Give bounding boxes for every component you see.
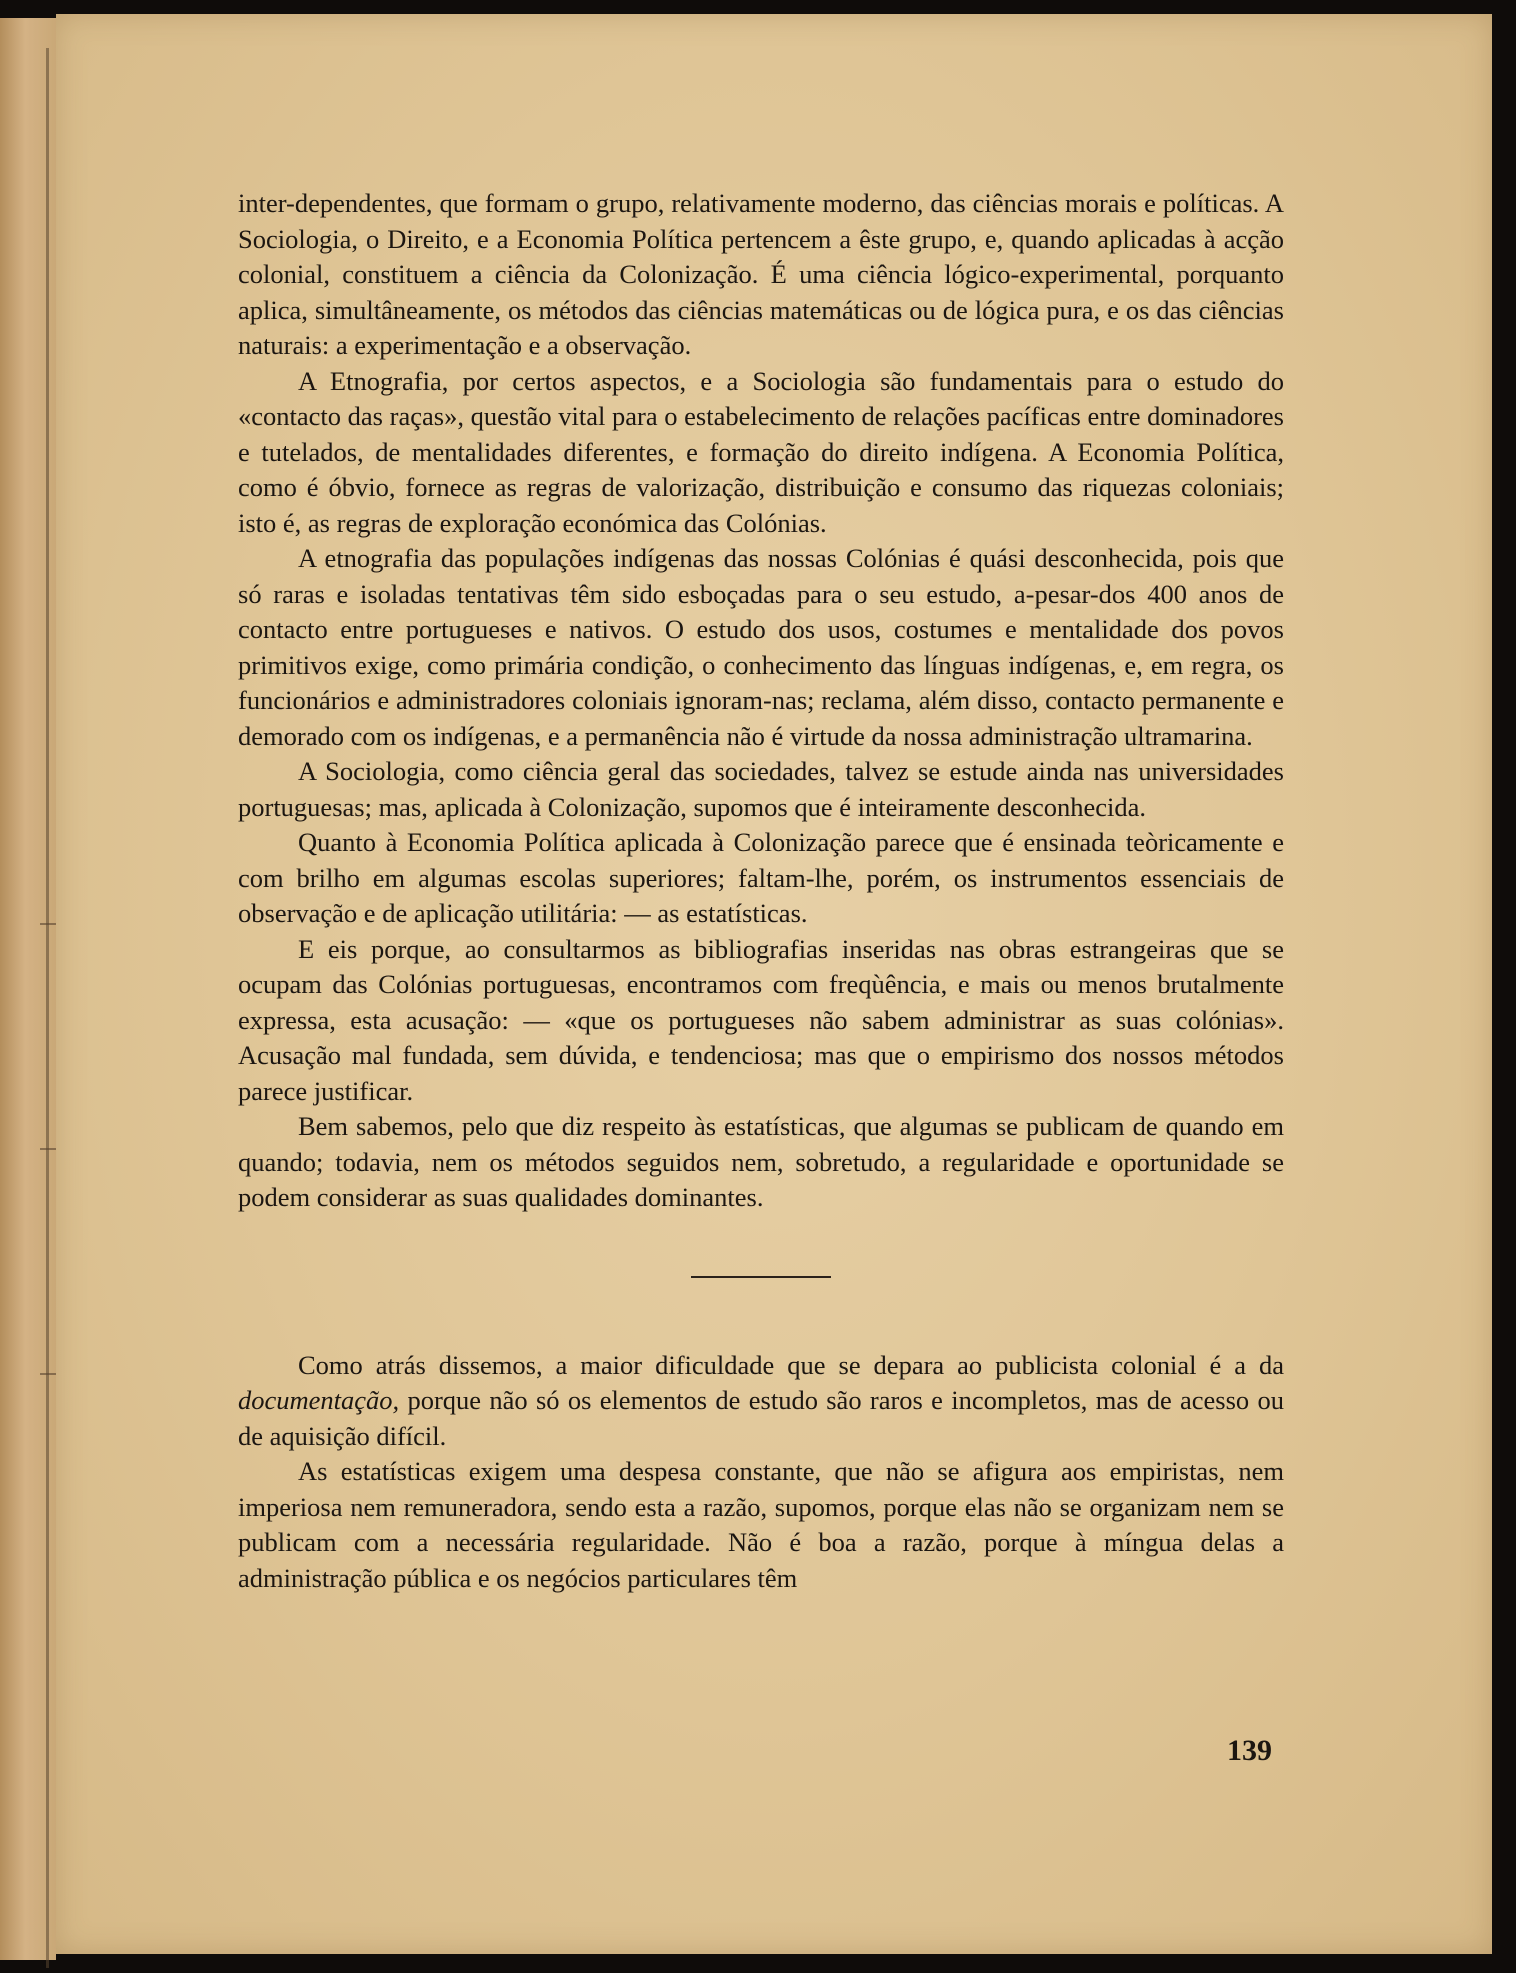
page-body [238,186,1284,1596]
paragraph: Bem sabemos, pelo que diz respeito às estatísticas, que algumas se publicam de quando em quando; todavia, nem os métodos seguidos nem, sobretudo, a regularidade e oportunidade se podem considerar as suas qualidades dominantes. [238,1111,1284,1212]
paragraph: E eis porque, ao consultarmos as bibliografias inseridas nas obras estrangeiras que se ocupam das Colónias portuguesas, encontramos com freqùência, e mais ou menos brutalmente expressa, esta acusação: — «que os portugueses não sabem administrar as suas colónias». Acusação mal fundada, sem dúvida, e tendenciosa; mas que o empirismo dos nossos métodos parece justificar. [238,933,1284,1106]
paragraph [238,1348,1284,1455]
book-spine [0,18,56,1960]
paragraph: A Sociologia, como ciência geral das sociedades, talvez se estude ainda nas universidades portuguesas; mas, aplicada à Colonização, supomos que é inteiramente desconhecida. [238,756,1284,822]
spine-fold [46,48,49,1968]
paragraph: inter-dependentes, que formam o grupo, relativamente moderno, das ciências morais e políticas. A Sociologia, o Direito, e a Economia Política pertencem a êste grupo, e, quando aplicadas à acção colonial, constituem a ciência da Colonização. É uma ciência lógico-experimental, porquanto aplica, simultâneamente, os métodos das ciências matemáticas ou de lógica pura, e os das ciências naturais: a experimentação e a observação. [238,188,1284,360]
paragraph: Quanto à Economia Política aplicada à Colonização parece que é ensinada teòricamente e com brilho em algumas escolas superiores; faltam-lhe, porém, os instrumentos essenciais de observação e de aplicação utilitária: — as estatísticas. [238,827,1284,928]
paragraph: As estatísticas exigem uma despesa constante, que não se afigura aos empiristas, nem imperiosa nem remuneradora, sendo esta a razão, supomos, porque elas não se organizam nem se publicam com a necessária regularidade. Não é boa a razão, porque à míngua delas a administração pública e os negócios particulares têm [238,1456,1284,1593]
paragraph-text: porque não só os elementos de estudo são raros e incompletos, mas de acesso ou de aquisição difícil. [238,1385,1284,1451]
paragraph: A etnografia das populações indígenas das nossas Colónias é quási desconhecida, pois que só raras e isoladas tentativas têm sido esboçadas para o seu estudo, a-pesar-dos 400 anos de contacto entre portugueses e nativos. O estudo dos usos, costumes e mentalidade dos povos primitivos exige, como primária condição, o conhecimento das línguas indígenas, e, em regra, os funcionários e administradores coloniais ignoram-nas; reclama, além disso, contacto permanente e demorado com os indígenas, e a permanência não é virtude da nossa administração ultramarina. [238,543,1284,751]
section-divider [691,1276,831,1278]
page-number: 139 [1227,1734,1272,1767]
emphasized-word: documentação, [238,1385,400,1415]
paragraph: A Etnografia, por certos aspectos, e a Sociologia são fundamentais para o estudo do «contacto das raças», questão vital para o estabelecimento de relações pacíficas entre dominadores e tutelados, de mentalidades diferentes, e formação do direito indígena. A Economia Política, como é óbvio, fornece as regras de valorização, distribuição e consumo das riquezas coloniais; isto é, as regras de exploração económica das Colónias. [238,365,1284,538]
paragraph-text: Como atrás dissemos, a maior dificuldade que se depara ao publicista colonial é a da [298,1349,1284,1380]
